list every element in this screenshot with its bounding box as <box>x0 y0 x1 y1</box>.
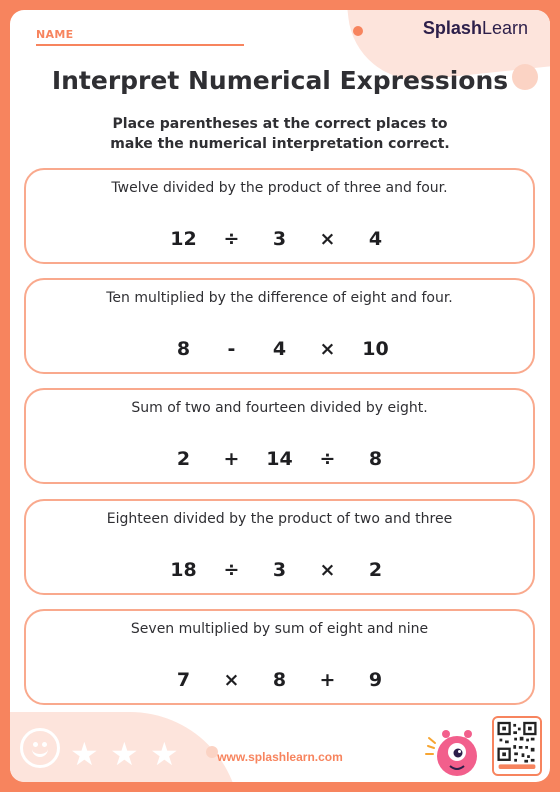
problem-description: Seven multiplied by sum of eight and nine <box>130 621 429 637</box>
problem-expression[interactable] <box>26 228 533 250</box>
problem-expression[interactable] <box>26 559 533 581</box>
problem-card-4 <box>24 499 535 595</box>
problem-card-2 <box>24 278 535 374</box>
expression-operator: × <box>319 338 336 360</box>
qr-code-icon[interactable] <box>492 716 542 776</box>
expression-operator: + <box>319 669 336 691</box>
expression-operator: ÷ <box>319 448 336 470</box>
mascot-icon <box>424 716 484 778</box>
problem-expression[interactable] <box>26 338 533 360</box>
problem-description: Sum of two and fourteen divided by eight. <box>131 400 428 416</box>
expression-term: 18 <box>170 559 197 581</box>
expression-term: 3 <box>272 228 287 250</box>
name-field[interactable] <box>36 28 244 46</box>
problem-description: Ten multiplied by the difference of eight and four. <box>106 290 453 306</box>
footer-url[interactable]: www.splashlearn.com <box>217 750 343 764</box>
decorative-dot <box>353 26 363 36</box>
expression-term: 8 <box>272 669 287 691</box>
brand-learn: Learn <box>481 18 528 38</box>
expression-term: 8 <box>368 448 383 470</box>
star-icon: ★ <box>70 735 99 773</box>
expression-term: 2 <box>176 448 191 470</box>
name-line <box>36 44 244 46</box>
expression-term: 3 <box>272 559 287 581</box>
expression-term: 12 <box>170 228 197 250</box>
page-title: Interpret Numerical Expressions <box>51 66 509 95</box>
expression-operator: + <box>223 448 240 470</box>
expression-operator: - <box>227 338 236 360</box>
problem-card-5 <box>24 609 535 705</box>
expression-operator: × <box>319 559 336 581</box>
problem-description: Twelve divided by the product of three and four. <box>111 180 448 196</box>
problem-description: Eighteen divided by the product of two and three <box>106 511 453 527</box>
expression-term: 2 <box>368 559 383 581</box>
expression-term: 4 <box>272 338 287 360</box>
expression-term: 4 <box>368 228 383 250</box>
expression-term: 7 <box>176 669 191 691</box>
brand-logo <box>423 18 528 39</box>
star-icon: ★ <box>150 735 179 773</box>
expression-operator: × <box>319 228 336 250</box>
name-label: NAME <box>36 28 74 41</box>
worksheet-page <box>10 10 550 782</box>
problem-card-1 <box>24 168 535 264</box>
instructions <box>10 114 550 154</box>
brand-splash: Splash <box>422 18 482 38</box>
star-icon: ★ <box>110 735 139 773</box>
expression-operator: × <box>223 669 240 691</box>
problem-card-3 <box>24 388 535 484</box>
expression-operator: ÷ <box>223 559 240 581</box>
expression-term: 10 <box>362 338 389 360</box>
expression-term: 14 <box>266 448 293 470</box>
instructions-line-1: Place parentheses at the correct places to <box>112 116 448 132</box>
expression-term: 9 <box>368 669 383 691</box>
expression-term: 8 <box>176 338 191 360</box>
instructions-line-2: make the numerical interpretation correct. <box>110 136 450 152</box>
problem-expression[interactable] <box>26 669 533 691</box>
expression-operator: ÷ <box>223 228 240 250</box>
problem-expression[interactable] <box>26 448 533 470</box>
